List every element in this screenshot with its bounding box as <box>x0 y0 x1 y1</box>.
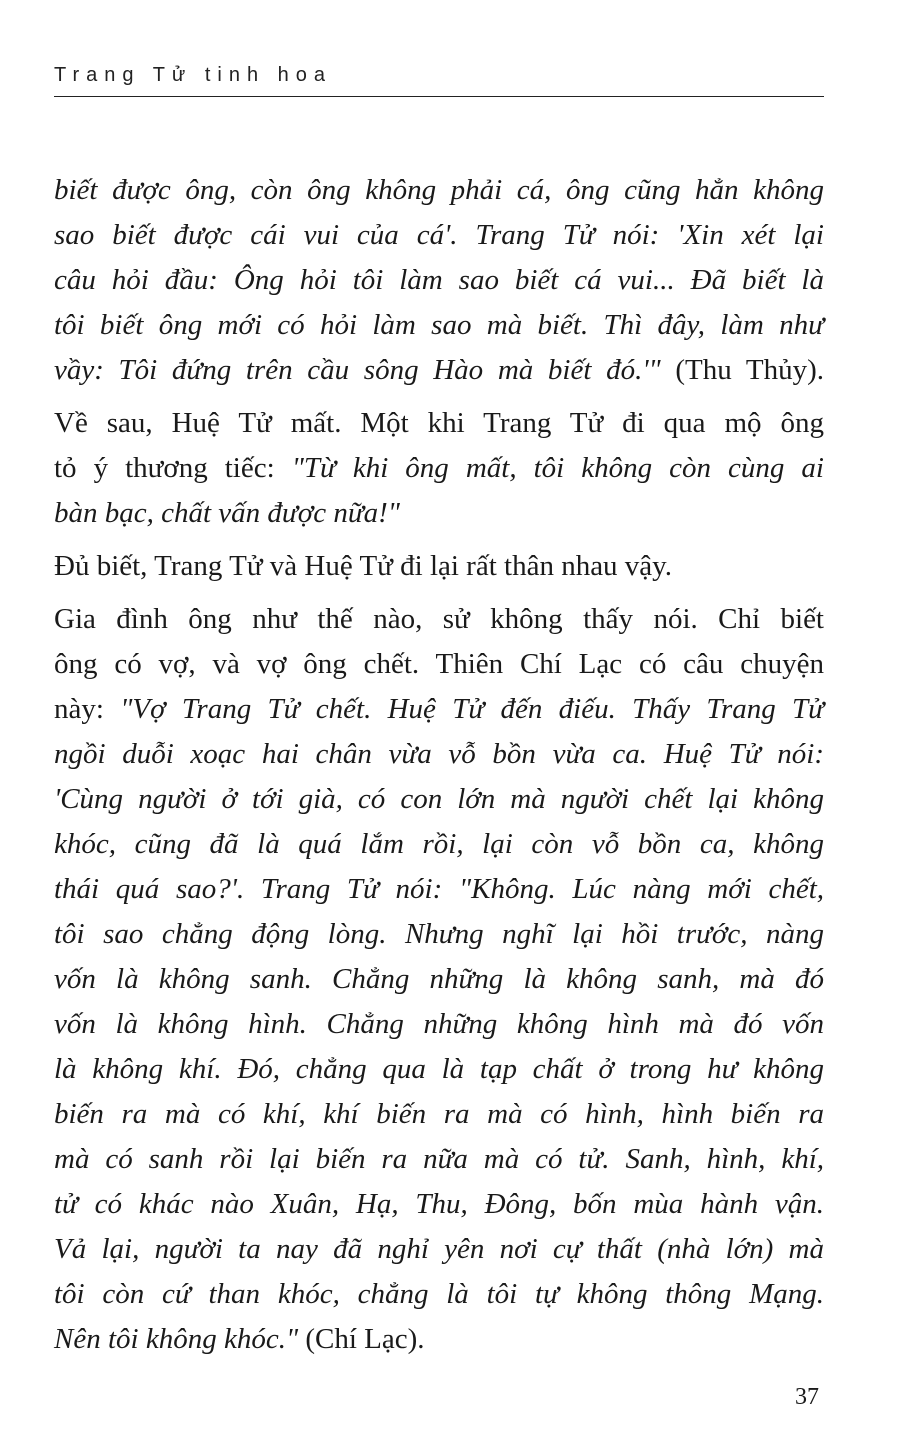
text-line: tôi còn cứ than khóc, chẳng là tôi tự không thông Mạng. <box>54 1278 824 1310</box>
quote-text: vầy: Tôi đứng trên cầu sông Hào mà biết đó.'" <box>54 354 661 386</box>
page-number: 37 <box>795 1384 819 1410</box>
quote-text: "Vợ Trang Tử chết. Huệ Tử đến điếu. Thấy Trang Tử <box>120 693 824 725</box>
paragraph-4 <box>54 597 824 1362</box>
text-line <box>54 1317 824 1362</box>
text-line: này: "Vợ Trang Tử chết. Huệ Tử đến điếu. Thấy Trang Tử <box>54 693 824 725</box>
text-line: vốn là không sanh. Chẳng những là không sanh, mà đó <box>54 963 824 995</box>
paragraph-3 <box>54 544 824 589</box>
text-line: mà có sanh rồi lại biến ra nữa mà có tử. Sanh, hình, khí, <box>54 1143 824 1175</box>
quote-text: "Từ khi ông mất, tôi không còn cùng ai <box>291 452 824 484</box>
text-line: 'Cùng người ở tới già, có con lớn mà người chết lại không <box>54 783 824 815</box>
text-line: Vả lại, người ta nay đã nghỉ yên nơi cự thất (nhà lớn) mà <box>54 1233 824 1265</box>
paragraph-1 <box>54 168 824 393</box>
citation: (Chí Lạc). <box>298 1323 425 1355</box>
text-line: biết được ông, còn ông không phải cá, ông cũng hẳn không <box>54 174 824 206</box>
text-line: ông có vợ, và vợ ông chết. Thiên Chí Lạc có câu chuyện <box>54 648 824 680</box>
text-line: Về sau, Huệ Tử mất. Một khi Trang Tử đi qua mộ ông <box>54 407 824 439</box>
text-line: thái quá sao?'. Trang Tử nói: "Không. Lúc nàng mới chết, <box>54 873 824 905</box>
text-line: Đủ biết, Trang Tử và Huệ Tử đi lại rất thân nhau vậy. <box>54 550 673 582</box>
paragraph-2 <box>54 401 824 536</box>
text-line: biến ra mà có khí, khí biến ra mà có hình, hình biến ra <box>54 1098 824 1130</box>
page-body <box>54 168 824 1362</box>
text-line: là không khí. Đó, chẳng qua là tạp chất ở trong hư không <box>54 1053 824 1085</box>
text-line <box>54 348 824 393</box>
quote-text: Nên tôi không khóc." <box>54 1323 299 1355</box>
text-line: câu hỏi đầu: Ông hỏi tôi làm sao biết cá vui... Đã biết là <box>54 264 824 296</box>
text-line: tôi biết ông mới có hỏi làm sao mà biết. Thì đây, làm như <box>54 309 824 341</box>
text-line: bàn bạc, chất vấn được nữa!" <box>54 497 400 529</box>
text-line: vốn là không hình. Chẳng những không hình mà đó vốn <box>54 1008 824 1040</box>
running-header: Trang Tử tinh hoa <box>54 64 333 86</box>
header-rule <box>54 96 824 97</box>
text-line: ngồi duỗi xoạc hai chân vừa vỗ bồn vừa ca. Huệ Tử nói: <box>54 738 824 770</box>
text-line: tôi sao chẳng động lòng. Nhưng nghĩ lại hồi trước, nàng <box>54 918 824 950</box>
text-line: sao biết được cái vui của cá'. Trang Tử nói: 'Xin xét lại <box>54 219 824 251</box>
text-line: tử có khác nào Xuân, Hạ, Thu, Đông, bốn mùa hành vận. <box>54 1188 824 1220</box>
citation: (Thu Thủy). <box>660 354 824 386</box>
text-line: tỏ ý thương tiếc: "Từ khi ông mất, tôi không còn cùng ai <box>54 452 824 484</box>
text-line: khóc, cũng đã là quá lắm rồi, lại còn vỗ bồn ca, không <box>54 828 824 860</box>
text-line: Gia đình ông như thế nào, sử không thấy nói. Chỉ biết <box>54 603 824 635</box>
